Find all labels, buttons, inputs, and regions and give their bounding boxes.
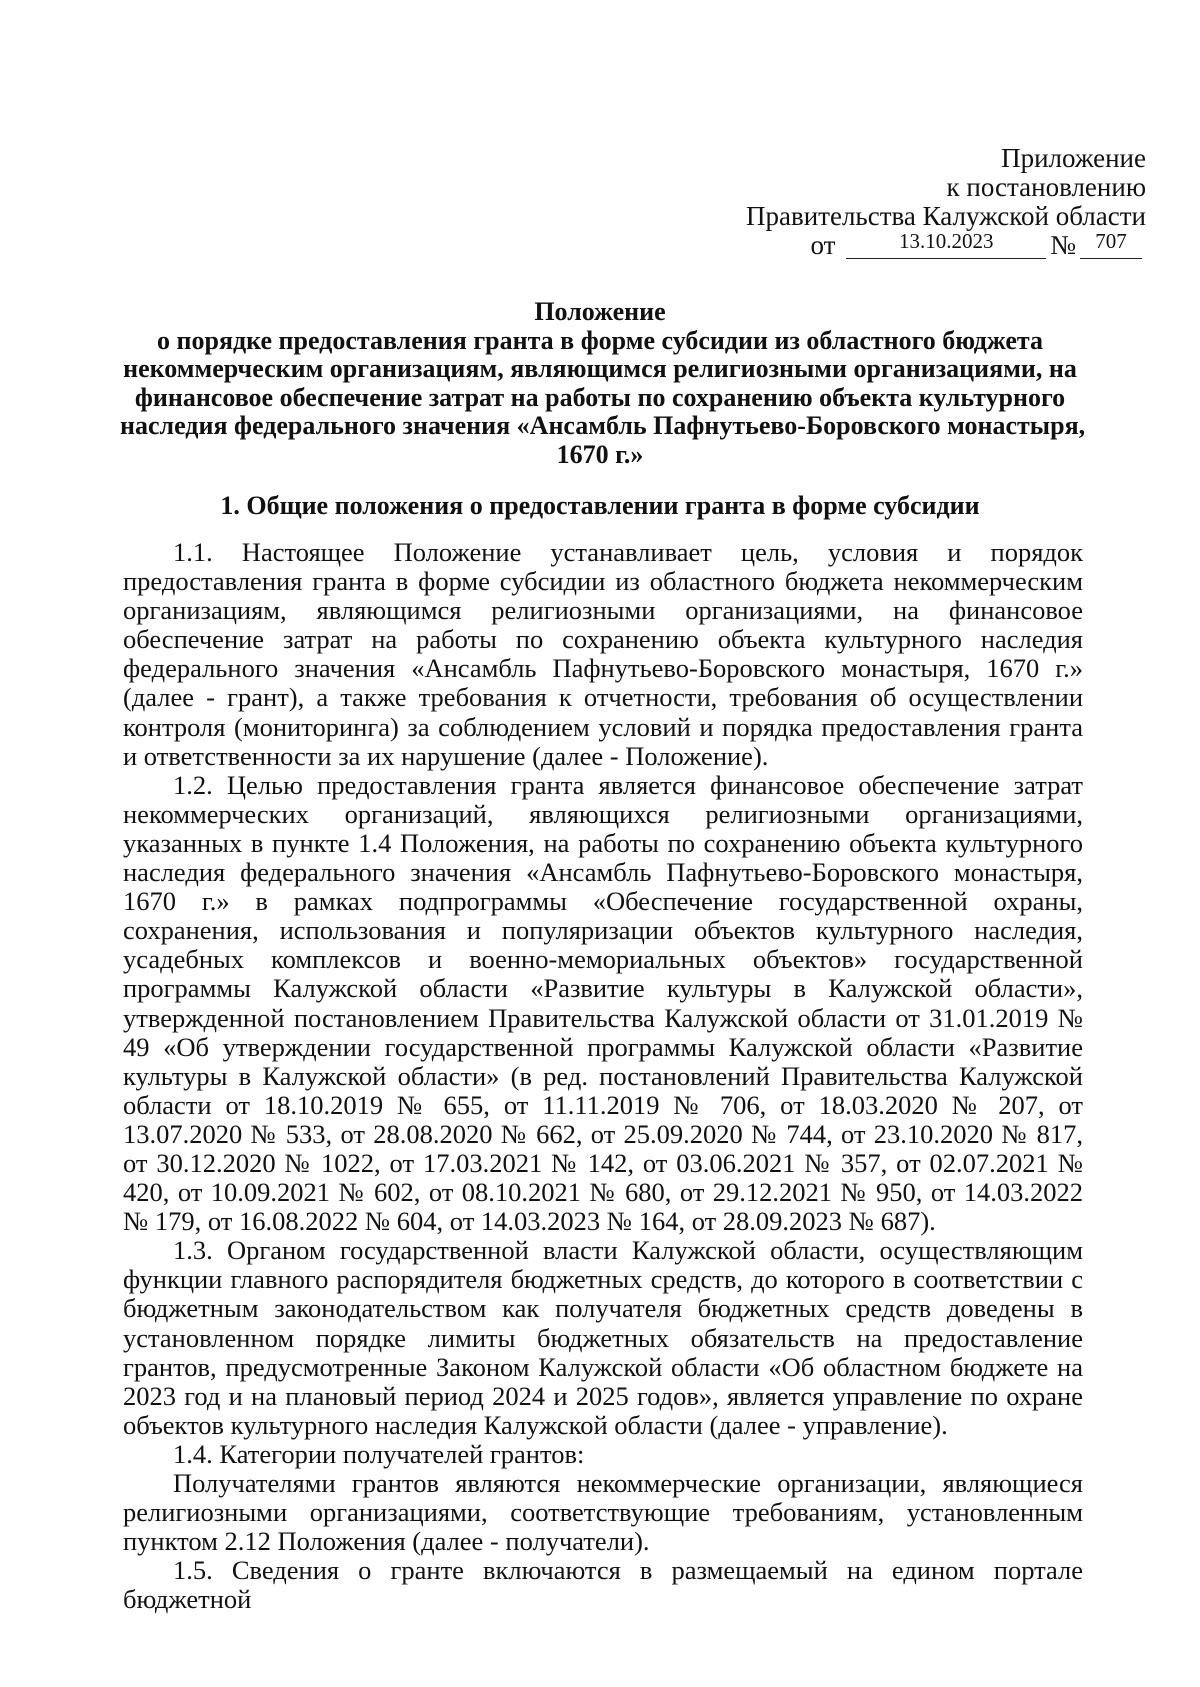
paragraph-recipients: Получателями грантов являются некоммерческие организации, являющиеся религиозными организациями, соответствующие требованиям, установленным пунктом 2.12 Положения (далее - получатели). [123, 1468, 1083, 1557]
paragraph-1-5: 1.5. Сведения о гранте включаются в размещаемый на едином портале бюджетной [123, 1555, 1083, 1615]
section-body [123, 538, 1083, 1614]
date-value: 13.10.2023 [898, 229, 994, 253]
appendix-to-resolution: к постановлению [946, 172, 1146, 202]
appendix-government: Правительства Калужской области [745, 201, 1146, 231]
paragraph-1-4: 1.4. Категории получателей грантов: [173, 1438, 585, 1469]
title-line: наследия федерального значения «Ансамбль Пафнутьево-Боровского монастыря, [120, 411, 1086, 440]
appendix-block [746, 144, 1146, 260]
appendix-title: Приложение [1001, 143, 1146, 173]
title-line: некоммерческим организациям, являющимся религиозными организациями, на [123, 354, 1077, 383]
number-field [1080, 229, 1142, 259]
section-heading: 1. Общие положения о предоставлении гранта в форме субсидии [220, 491, 980, 520]
number-value: 707 [1095, 229, 1127, 253]
date-field [846, 229, 1046, 259]
from-label: от [810, 230, 836, 260]
number-label: № [1050, 230, 1076, 260]
title-line: Положение [534, 297, 666, 326]
title-line: о порядке предоставления гранта в форме субсидии из областного бюджета [157, 325, 1043, 355]
document-title [120, 297, 1086, 469]
title-line: финансовое обеспечение затрат на работы по сохранению объекта культурного [134, 382, 1066, 412]
title-line: 1670 г.» [556, 439, 644, 469]
paragraph-1-1: 1.1. Настоящее Положение устанавливает цель, условия и порядок предоставления гранта в форме субсидии из областного бюджета некоммерческим организациям, являющимся религиозными организациями, на финансовое обеспечение затрат на работы по сохранению объекта культурного наследия федерального значения «Ансамбль Пафнутьево-Боровского монастыря, 1670 г.» (далее - грант), а также требования к отчетности, требования об осуществлении контроля (мониторинга) за соблюдением условий и порядка предоставления гранта и ответственности за их нарушение (далее - Положение). [123, 537, 1083, 771]
paragraph-1-3: 1.3. Органом государственной власти Калужской области, осуществляющим функции главного распорядителя бюджетных средств, до которого в соответствии с бюджетным законодательством как получателя бюджетных средств доведены в установленном порядке лимиты бюджетных обязательств на предоставление грантов, предусмотренные Законом Калужской области «Об областном бюджете на 2023 год и на плановый период 2024 и 2025 годов», является управление по охране объектов культурного наследия Калужской области (далее - управление). [123, 1235, 1083, 1440]
paragraph-1-2: 1.2. Целью предоставления гранта является финансовое обеспечение затрат некоммерческих организаций, являющихся религиозными организациями, указанных в пункте 1.4 Положения, на работы по сохранению объекта культурного наследия федерального значения «Ансамбль Пафнутьево-Боровского монастыря, 1670 г.» в рамках подпрограммы «Обеспечение государственной охраны, сохранения, использования и популяризации объектов культурного наследия, усадебных комплексов и военно-мемориальных объектов» государственной программы Калужской области «Развитие культуры в Калужской области», утвержденной постановлением Правительства Калужской области от 31.01.2019 № 49 «Об утверждении государственной программы Калужской области «Развитие культуры в Калужской области» (в ред. постановлений Правительства Калужской области от 18.10.2019 № 655, от 11.11.2019 № 706, от 18.03.2020 № 207, от 13.07.2020 № 533, от 28.08.2020 № 662, от 25.09.2020 № 744, от 23.10.2020 № 817, от 30.12.2020 № 1022, от 17.03.2021 № 142, от 03.06.2021 № 357, от 02.07.2021 № 420, от 10.09.2021 № 602, от 08.10.2021 № 680, от 29.12.2021 № 950, от 14.03.2022 № 179, от 16.08.2022 № 604, от 14.03.2023 № 164, от 28.09.2023 № 687). [123, 769, 1083, 1237]
appendix-date-number [746, 231, 1146, 260]
